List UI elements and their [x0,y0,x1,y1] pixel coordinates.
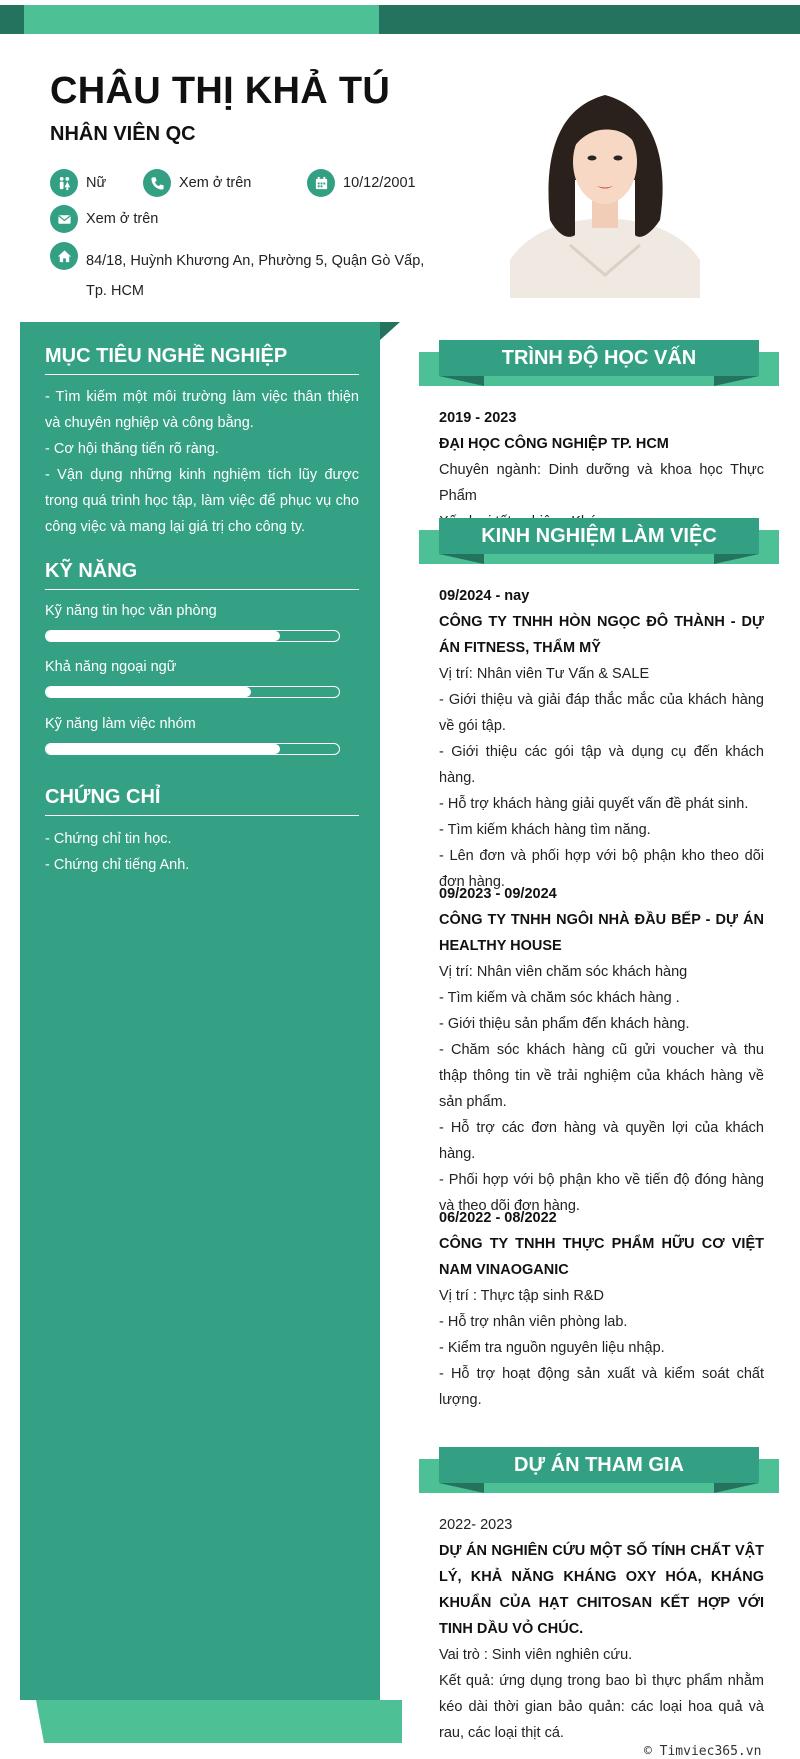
job-1 [439,583,764,895]
skill-fill-office [46,631,280,641]
skill-fill-language [46,687,251,697]
project-period: 2022- 2023 [439,1517,513,1533]
job-1-period: 09/2024 - nay [439,588,530,604]
calendar-icon [307,169,335,197]
certificates-heading: CHỨNG CHỈ [45,786,359,816]
phone-icon [143,169,171,197]
phone-value: Xem ở trên [179,175,252,191]
email-info [50,205,158,233]
skill-bar-teamwork [45,743,340,755]
skill-bar-language [45,686,340,698]
projects-banner [419,1447,779,1493]
dob-info [307,169,416,197]
skill-fill-teamwork [46,744,280,754]
education-school: ĐẠI HỌC CÔNG NGHIỆP TP. HCM [439,436,669,452]
job-2-details: Vị trí: Nhân viên chăm sóc khách hàng - Tìm kiếm và chăm sóc khách hàng . - Giới thiệu sản phẩm đến khách hàng. - Chăm sóc khách hàng cũ gửi voucher và thu thập thông tin về trải nghiệm của khách hàng về sản phẩm. - Hỗ trợ các đơn hàng và quyền lợi của khách hàng. - Phối hợp với bộ phận kho về tiến độ đóng hàng và theo dõi đơn hàng. [439,964,764,1214]
job-3-period: 06/2022 - 08/2022 [439,1210,557,1226]
skill-label-teamwork: Kỹ năng làm việc nhóm [45,716,196,732]
job-1-company: CÔNG TY TNHH HÒN NGỌC ĐÔ THÀNH - DỰ ÁN FITNESS, THẨM MỸ [439,614,764,656]
job-3 [439,1205,764,1413]
gender-icon [50,169,78,197]
gender-value: Nữ [86,175,107,191]
experience-heading: KINH NGHIỆM LÀM VIỆC [439,518,759,554]
job-3-details: Vị trí : Thực tập sinh R&D - Hỗ trợ nhân viên phòng lab. - Kiểm tra nguồn nguyên liệu nhập. - Hỗ trợ hoạt động sản xuất và kiểm soát chất lượng. [439,1288,764,1408]
address-info [50,242,86,270]
job-1-details: Vị trí: Nhân viên Tư Vấn & SALE - Giới thiệu và giải đáp thắc mắc của khách hàng về gói tập. - Giới thiệu các gói tập và dụng cụ đến khách hàng. - Hỗ trợ khách hàng giải quyết vấn đề phát sinh. - Tìm kiếm khách hàng tìm năng. - Lên đơn và phối hợp với bộ phận kho theo dõi đơn hàng. [439,666,764,890]
education-block [439,405,764,535]
email-value: Xem ở trên [86,211,159,227]
education-heading: TRÌNH ĐỘ HỌC VẤN [439,340,759,376]
home-icon [50,242,78,270]
profile-photo [510,70,700,298]
job-title: NHÂN VIÊN QC [50,123,196,145]
skill-label-language: Khả năng ngoại ngữ [45,659,177,675]
dob-value: 10/12/2001 [343,175,416,191]
skills-heading: KỸ NĂNG [45,560,359,590]
objective-text: - Tìm kiếm một môi trường làm việc thân thiện và chuyên nghiệp và công bằng. - Cơ hội thăng tiến rõ ràng. - Vận dụng những kinh nghiệm tích lũy được trong quá trình học tập, làm việc để phục vụ cho công việc và mang lại giá trị cho công ty. [45,389,359,535]
address-value: 84/18, Huỳnh Khương An, Phường 5, Quận Gò Vấp, Tp. HCM [86,253,425,299]
skill-bar-office [45,630,340,642]
top-bar-accent [24,5,379,34]
job-2-company: CÔNG TY TNHH NGÔI NHÀ ĐẦU BẾP - DỰ ÁN HEALTHY HOUSE [439,912,764,954]
project-role: Vai trò : Sinh viên nghiên cứu. [439,1647,633,1663]
certificates-text: - Chứng chỉ tin học. - Chứng chỉ tiếng Anh. [45,831,190,873]
skill-label-office: Kỹ năng tin học văn phòng [45,603,217,619]
job-2-period: 09/2023 - 09/2024 [439,886,557,902]
gender-info [50,169,106,197]
education-period: 2019 - 2023 [439,410,517,426]
education-major: Chuyên ngành: Dinh dưỡng và khoa học Thực Phẩm [439,462,764,504]
email-icon [50,205,78,233]
watermark: © Timviec365.vn [644,1744,762,1759]
experience-banner [419,518,779,564]
project-block [439,1512,764,1746]
job-3-company: CÔNG TY TNHH THỰC PHẨM HỮU CƠ VIỆT NAM VINAOGANIC [439,1236,764,1278]
sidebar-footer-band [36,1700,402,1743]
phone-info [143,169,251,197]
candidate-name: CHÂU THỊ KHẢ TÚ [50,70,391,112]
projects-heading: DỰ ÁN THAM GIA [439,1447,759,1483]
objective-heading: MỤC TIÊU NGHỀ NGHIỆP [45,345,359,375]
project-result: Kết quả: ứng dụng trong bao bì thực phẩm nhằm kéo dài thời gian bảo quản: các loại hoa quả và rau, các loại thịt cá. [439,1673,764,1741]
project-title: DỰ ÁN NGHIÊN CỨU MỘT SỐ TÍNH CHẤT VẬT LÝ, KHẢ NĂNG KHÁNG OXY HÓA, KHÁNG KHUẨN CỦA HẠT CHITOSAN KẾT HỢP VỚI TINH DẦU VỎ CHÚC. [439,1543,764,1637]
job-2 [439,881,764,1219]
education-banner [419,340,779,386]
sidebar-fold-top [380,322,400,340]
